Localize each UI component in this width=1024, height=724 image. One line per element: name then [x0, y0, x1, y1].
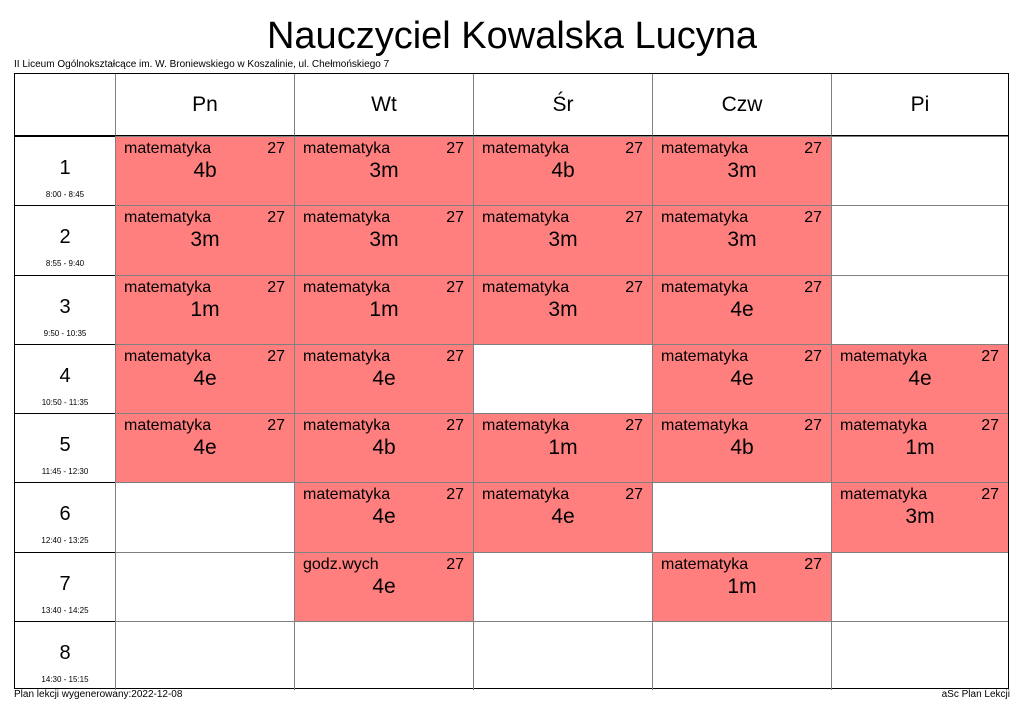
lesson-class: 4e [372, 574, 396, 598]
lesson-cell [115, 344, 294, 413]
lesson-subject: matematyka [303, 417, 391, 434]
lesson-cell [294, 482, 473, 551]
lesson-class: 3m [548, 228, 578, 252]
lesson-subject: matematyka [303, 209, 391, 227]
period-time: 10:50 - 11:35 [41, 397, 89, 407]
page-title: Nauczyciel Kowalska Lucyna [266, 15, 757, 57]
lesson-cell [115, 275, 294, 344]
lesson-subject: matematyka [124, 278, 212, 296]
lesson-room: 27 [446, 486, 464, 504]
empty-cell [831, 275, 1008, 344]
lesson-cell [831, 413, 1008, 482]
period-number: 2 [59, 226, 71, 249]
lesson-subject: matematyka [124, 347, 212, 365]
period-number: 8 [59, 641, 71, 664]
period-time: 8:55 - 9:40 [45, 259, 85, 269]
lesson-room: 27 [804, 555, 822, 573]
empty-cell [831, 621, 1008, 690]
lesson-subject: matematyka [840, 347, 928, 365]
lesson-cell [473, 275, 652, 344]
lesson-subject: matematyka [840, 417, 928, 434]
lesson-class: 4e [193, 436, 217, 459]
day-header: Pi [831, 74, 1008, 136]
lesson-room: 27 [446, 278, 464, 296]
lesson-subject: matematyka [661, 209, 749, 227]
lesson-class: 4e [193, 366, 217, 390]
period-number: 4 [59, 364, 71, 387]
lesson-class: 4e [730, 366, 754, 390]
lesson-subject: matematyka [303, 278, 391, 296]
period-time: 11:45 - 12:30 [41, 467, 89, 476]
lesson-class: 3m [905, 505, 935, 529]
period-number: 7 [59, 572, 71, 595]
lesson-class: 3m [369, 228, 399, 252]
lesson-cell [115, 136, 294, 205]
period-number: 1 [59, 157, 71, 179]
empty-cell [115, 621, 294, 690]
lesson-room: 27 [625, 417, 643, 434]
empty-cell [473, 344, 652, 413]
lesson-room: 27 [267, 209, 285, 227]
lesson-room: 27 [804, 278, 822, 296]
lesson-room: 27 [446, 347, 464, 365]
period-cell [15, 552, 115, 621]
lesson-room: 27 [981, 347, 999, 365]
lesson-class: 4e [908, 366, 932, 390]
empty-cell [831, 136, 1008, 205]
lesson-class: 1m [905, 436, 935, 459]
lesson-class: 1m [190, 297, 220, 321]
lesson-class: 4b [372, 436, 396, 459]
lesson-subject: matematyka [303, 486, 391, 504]
lesson-room: 27 [446, 555, 464, 573]
lesson-class: 4b [193, 159, 217, 182]
lesson-subject: matematyka [840, 486, 928, 504]
day-header: Śr [473, 74, 652, 136]
period-time: 9:50 - 10:35 [43, 328, 87, 338]
lesson-subject: godz.wych [303, 555, 379, 573]
lesson-cell [115, 413, 294, 482]
lesson-room: 27 [446, 140, 464, 157]
timetable-grid [14, 73, 1009, 689]
period-number: 5 [59, 434, 71, 456]
period-number: 6 [59, 503, 71, 526]
empty-cell [473, 621, 652, 690]
school-name: II Liceum Ogólnokształcące im. W. Broniewskiego w Koszalinie, ul. Chełmońskiego 7 [14, 59, 390, 70]
period-cell [15, 344, 115, 413]
lesson-class: 4e [372, 366, 396, 390]
lesson-room: 27 [446, 417, 464, 434]
period-cell [15, 482, 115, 551]
lesson-class: 3m [727, 228, 757, 252]
lesson-subject: matematyka [482, 417, 570, 434]
lesson-subject: matematyka [661, 555, 749, 573]
empty-cell [294, 621, 473, 690]
lesson-subject: matematyka [661, 140, 749, 157]
lesson-cell [652, 275, 831, 344]
lesson-class: 1m [727, 574, 757, 598]
lesson-subject: matematyka [482, 209, 570, 227]
lesson-room: 27 [981, 486, 999, 504]
lesson-subject: matematyka [482, 140, 570, 157]
empty-cell [652, 482, 831, 551]
lesson-class: 4b [551, 159, 575, 182]
lesson-cell [473, 136, 652, 205]
lesson-cell [473, 413, 652, 482]
empty-cell [115, 552, 294, 621]
lesson-cell [294, 413, 473, 482]
lesson-subject: matematyka [661, 417, 749, 434]
lesson-room: 27 [981, 417, 999, 434]
lesson-class: 3m [369, 159, 399, 182]
lesson-cell [294, 205, 473, 274]
lesson-subject: matematyka [124, 417, 212, 434]
lesson-class: 3m [548, 297, 578, 321]
period-time: 13:40 - 14:25 [41, 605, 89, 615]
period-cell [15, 621, 115, 690]
period-cell [15, 136, 115, 205]
lesson-room: 27 [267, 140, 285, 157]
lesson-subject: matematyka [124, 140, 212, 157]
period-time: 12:40 - 13:25 [41, 536, 89, 546]
day-header: Wt [294, 74, 473, 136]
empty-cell [831, 552, 1008, 621]
period-time: 14:30 - 15:15 [41, 674, 89, 684]
lesson-room: 27 [267, 417, 285, 434]
lesson-cell [473, 482, 652, 551]
day-header: Pn [115, 74, 294, 136]
period-cell [15, 413, 115, 482]
lesson-room: 27 [625, 486, 643, 504]
lesson-class: 3m [727, 159, 757, 182]
day-header: Czw [652, 74, 831, 136]
period-cell [15, 275, 115, 344]
corner-cell [15, 74, 115, 136]
lesson-cell [473, 205, 652, 274]
lesson-class: 3m [190, 228, 220, 252]
lesson-subject: matematyka [661, 278, 749, 296]
empty-cell [473, 552, 652, 621]
generated-date: Plan lekcji wygenerowany:2022-12-08 [14, 689, 183, 700]
lesson-cell [294, 136, 473, 205]
lesson-subject: matematyka [303, 140, 391, 157]
lesson-class: 4b [730, 436, 754, 459]
lesson-subject: matematyka [303, 347, 391, 365]
lesson-cell [652, 136, 831, 205]
lesson-class: 1m [369, 297, 399, 321]
lesson-room: 27 [804, 209, 822, 227]
lesson-class: 4e [551, 505, 575, 529]
period-time: 8:00 - 8:45 [45, 190, 85, 199]
lesson-cell [652, 552, 831, 621]
lesson-room: 27 [267, 278, 285, 296]
lesson-cell [294, 344, 473, 413]
lesson-subject: matematyka [482, 278, 570, 296]
lesson-room: 27 [267, 347, 285, 365]
lesson-class: 1m [548, 436, 578, 459]
lesson-class: 4e [372, 505, 396, 529]
lesson-room: 27 [804, 417, 822, 434]
lesson-cell [831, 344, 1008, 413]
lesson-cell [652, 413, 831, 482]
lesson-cell [294, 275, 473, 344]
empty-cell [652, 621, 831, 690]
lesson-room: 27 [625, 278, 643, 296]
lesson-room: 27 [446, 209, 464, 227]
period-number: 3 [59, 295, 71, 318]
empty-cell [831, 205, 1008, 274]
lesson-room: 27 [625, 209, 643, 227]
empty-cell [115, 482, 294, 551]
lesson-room: 27 [804, 347, 822, 365]
lesson-cell [831, 482, 1008, 551]
lesson-cell [115, 205, 294, 274]
lesson-subject: matematyka [124, 209, 212, 227]
app-credit: aSc Plan Lekcji [941, 689, 1010, 700]
lesson-subject: matematyka [482, 486, 570, 504]
lesson-cell [294, 552, 473, 621]
lesson-class: 4e [730, 297, 754, 321]
lesson-cell [652, 205, 831, 274]
period-cell [15, 205, 115, 274]
lesson-subject: matematyka [661, 347, 749, 365]
lesson-room: 27 [804, 140, 822, 157]
lesson-cell [652, 344, 831, 413]
lesson-room: 27 [625, 140, 643, 157]
